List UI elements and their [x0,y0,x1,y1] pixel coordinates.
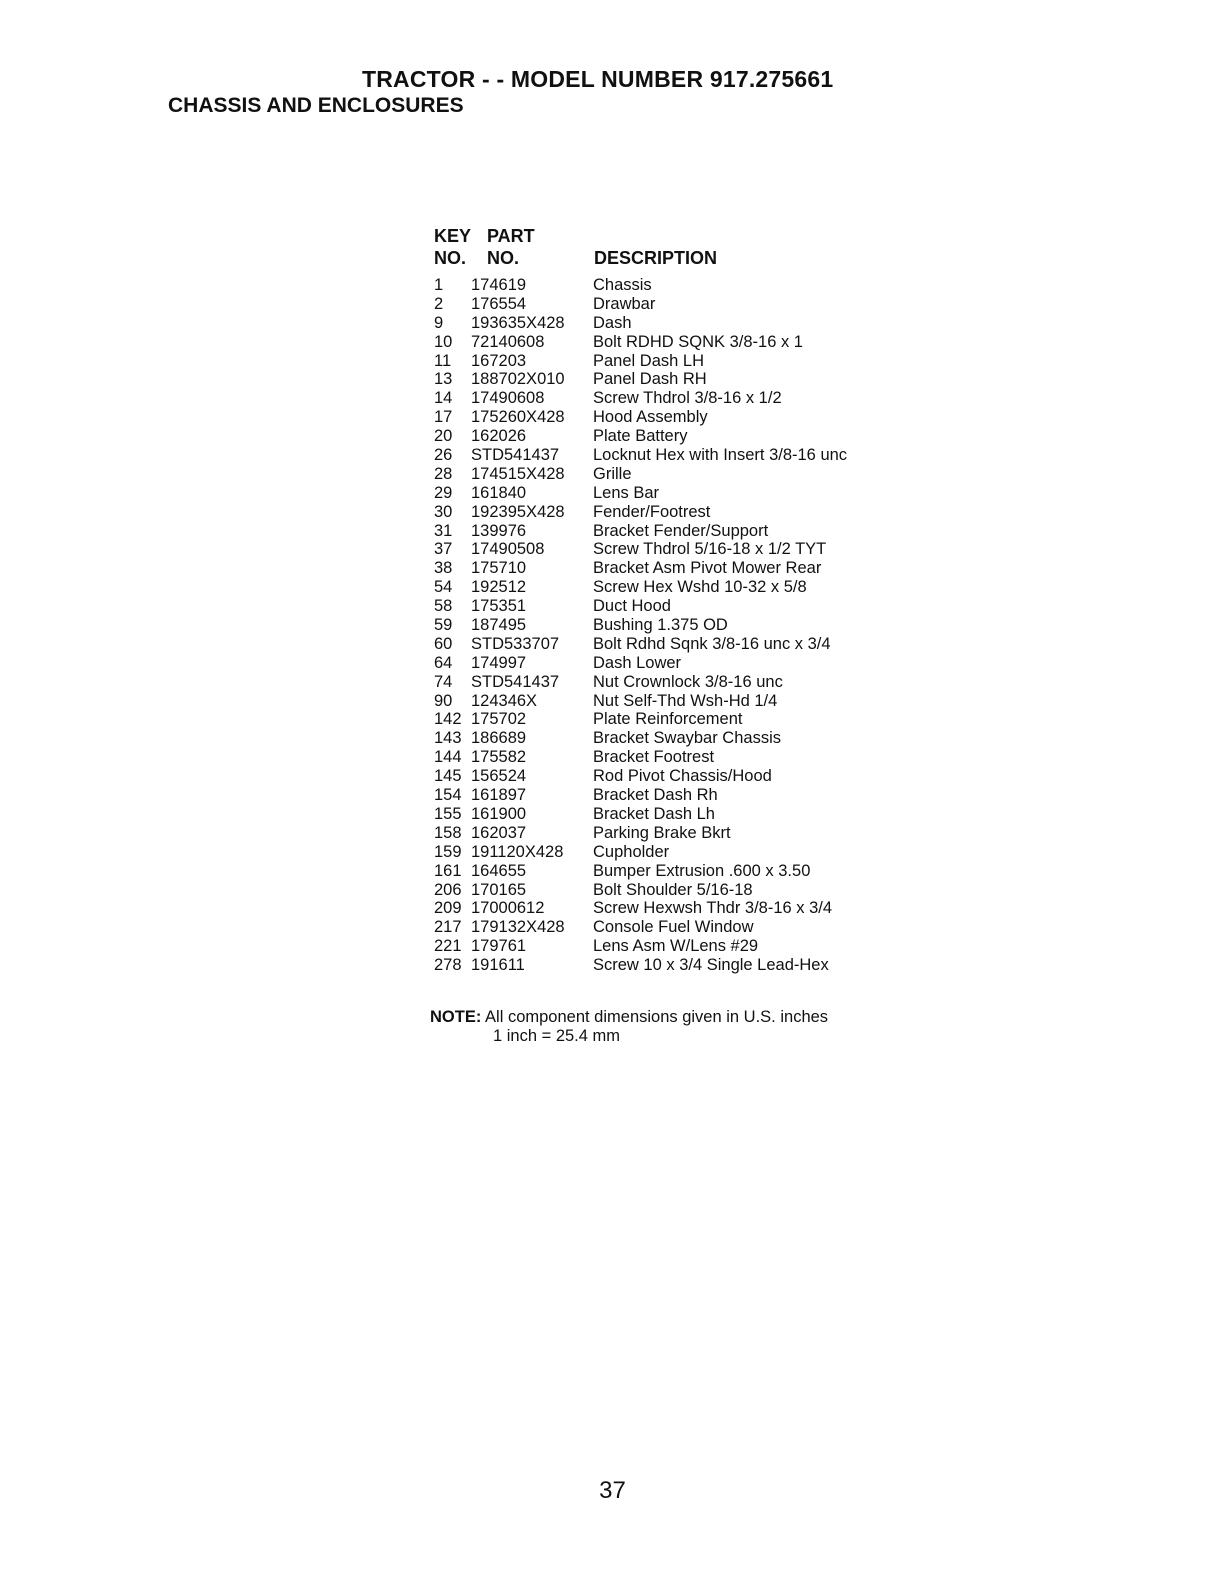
parts-list [434,226,934,975]
table-row [434,559,934,578]
description-cell: Cupholder [593,842,670,861]
description-header: DESCRIPTION [594,248,718,268]
table-row [434,522,934,541]
description-cell: Dash Lower [593,653,682,672]
part-no-cell: STD533707 [471,634,560,653]
part-no-cell: 17000612 [471,899,545,918]
part-no-cell: 174997 [471,653,527,672]
key-no-cell: 2 [434,294,444,313]
part-no-cell: 174515X428 [471,464,565,483]
table-row [434,484,934,503]
key-no-cell: 64 [434,653,453,672]
key-no-cell: 38 [434,559,453,578]
description-cell: Bracket Swaybar Chassis [593,729,781,748]
part-no-cell: 175710 [471,559,527,578]
key-no-cell: 20 [434,427,453,446]
table-row [434,427,934,446]
key-no-cell: 30 [434,502,453,521]
description-cell: Bushing 1.375 OD [593,616,728,635]
part-no-cell: 156524 [471,767,527,786]
key-no-cell: 74 [434,672,453,691]
parts-list-rows [434,276,934,975]
part-no-cell: 162026 [471,427,527,446]
table-row [434,333,934,352]
part-no-cell: 124346X [471,691,538,710]
description-cell: Bumper Extrusion .600 x 3.50 [593,861,811,880]
part-no-cell: 179132X428 [471,918,565,937]
part-no-cell: 161840 [471,483,527,502]
part-no-cell: 191611 [471,956,525,975]
key-no-cell: 26 [434,446,453,465]
description-cell: Screw Hex Wshd 10-32 x 5/8 [593,578,807,597]
table-row [434,578,934,597]
part-no-cell: 187495 [471,616,527,635]
key-no-cell: 158 [434,823,462,842]
description-cell: Bolt Shoulder 5/16-18 [593,880,753,899]
table-row [434,692,934,711]
key-no-cell: 278 [434,956,462,975]
table-row [434,729,934,748]
key-no-cell: 37 [434,540,453,559]
key-no-cell: 161 [434,861,462,880]
table-row [434,748,934,767]
key-no-cell: 58 [434,597,453,616]
description-cell: Parking Brake Bkrt [593,823,731,842]
note-label: NOTE: [430,1008,482,1026]
table-row [434,843,934,862]
key-header-line2: NO. [434,248,467,268]
description-cell: Screw Hexwsh Thdr 3/8-16 x 3/4 [593,899,833,918]
part-no-cell: 192512 [471,578,527,597]
key-no-cell: 143 [434,729,462,748]
description-cell: Bolt RDHD SQNK 3/8-16 x 1 [593,332,803,351]
description-cell: Nut Crownlock 3/8-16 unc [593,672,783,691]
key-no-cell: 29 [434,483,453,502]
part-no-cell: 170165 [471,880,527,899]
section-title: CHASSIS AND ENCLOSURES [168,94,464,117]
key-no-cell: 1 [434,276,444,294]
description-cell: Bracket Asm Pivot Mower Rear [593,559,822,578]
description-cell: Plate Reinforcement [593,710,743,729]
description-cell: Grille [593,464,632,483]
description-cell: Hood Assembly [593,408,708,427]
parts-list-header [434,226,934,276]
table-row [434,370,934,389]
key-no-cell: 217 [434,918,462,937]
part-no-cell: 174619 [471,276,527,294]
key-no-cell: 11 [434,351,452,370]
part-no-cell: 188702X010 [471,370,565,389]
part-no-cell: 175582 [471,748,527,767]
key-no-cell: 159 [434,842,462,861]
table-row [434,276,934,295]
table-row [434,597,934,616]
key-no-cell: 9 [434,313,444,332]
part-no-cell: STD541437 [471,446,560,465]
part-no-cell: 161900 [471,804,527,823]
key-no-cell: 10 [434,332,453,351]
table-row [434,314,934,333]
page-number: 37 [599,1477,626,1504]
table-row [434,465,934,484]
key-no-cell: 17 [434,408,453,427]
page-title: TRACTOR - - MODEL NUMBER 917.275661 [362,66,834,92]
description-cell: Screw Thdrol 5/16-18 x 1/2 TYT [593,540,827,559]
part-no-cell: 186689 [471,729,527,748]
part-no-cell: 176554 [471,294,527,313]
description-cell: Fender/Footrest [593,502,711,521]
part-no-cell: 175702 [471,710,527,729]
part-no-cell: 17490608 [471,389,545,408]
table-row [434,408,934,427]
description-cell: Panel Dash RH [593,370,707,389]
table-row [434,805,934,824]
note-line2: 1 inch = 25.4 mm [493,1027,621,1045]
part-no-cell: 167203 [471,351,527,370]
description-cell: Locknut Hex with Insert 3/8-16 unc [593,446,848,465]
table-row [434,937,934,956]
description-cell: Bracket Footrest [593,748,715,767]
key-header-line1: KEY [434,226,472,246]
part-no-cell: 164655 [471,861,527,880]
description-cell: Bolt Rdhd Sqnk 3/8-16 unc x 3/4 [593,634,831,653]
table-row [434,956,934,975]
dimension-note [430,1008,828,1046]
note-line1: All component dimensions given in U.S. inches [485,1008,829,1026]
part-no-cell: 179761 [471,937,527,956]
table-row [434,540,934,559]
table-row [434,673,934,692]
key-no-cell: 142 [434,710,462,729]
part-no-cell: 17490508 [471,540,545,559]
part-no-cell: 175351 [471,597,527,616]
table-row [434,918,934,937]
description-cell: Drawbar [593,294,656,313]
key-no-cell: 209 [434,899,462,918]
description-cell: Plate Battery [593,427,688,446]
table-row [434,389,934,408]
table-row [434,899,934,918]
part-no-cell: 175260X428 [471,408,565,427]
description-cell: Nut Self-Thd Wsh-Hd 1/4 [593,691,778,710]
description-cell: Lens Bar [593,483,660,502]
key-no-cell: 206 [434,880,462,899]
key-no-cell: 14 [434,389,453,408]
part-no-cell: 161897 [471,786,527,805]
table-row [434,710,934,729]
description-cell: Screw 10 x 3/4 Single Lead-Hex [593,956,829,975]
key-no-cell: 59 [434,616,453,635]
key-no-cell: 221 [434,937,462,956]
part-no-cell: 193635X428 [471,313,565,332]
table-row [434,767,934,786]
table-row [434,616,934,635]
part-header-line2: NO. [487,248,520,268]
description-cell: Panel Dash LH [593,351,704,370]
description-cell: Console Fuel Window [593,918,754,937]
key-no-cell: 155 [434,804,462,823]
key-no-cell: 90 [434,691,453,710]
table-row [434,881,934,900]
key-no-cell: 54 [434,578,453,597]
key-no-cell: 13 [434,370,453,389]
key-no-cell: 28 [434,464,453,483]
part-no-cell: 192395X428 [471,502,565,521]
part-no-cell: 139976 [471,521,527,540]
description-cell: Bracket Dash Rh [593,786,718,805]
key-no-cell: 154 [434,786,462,805]
key-no-cell: 145 [434,767,462,786]
description-cell: Chassis [593,276,652,294]
part-no-cell: STD541437 [471,672,560,691]
part-no-cell: 72140608 [471,332,545,351]
table-row [434,786,934,805]
key-no-cell: 144 [434,748,462,767]
description-cell: Screw Thdrol 3/8-16 x 1/2 [593,389,782,408]
key-no-cell: 60 [434,634,453,653]
table-row [434,635,934,654]
table-row [434,446,934,465]
table-row [434,862,934,881]
description-cell: Dash [593,313,632,332]
part-no-cell: 191120X428 [471,842,564,861]
part-header-line1: PART [487,226,535,246]
key-no-cell: 31 [434,521,453,540]
table-row [434,503,934,522]
table-row [434,654,934,673]
description-cell: Bracket Dash Lh [593,804,715,823]
table-row [434,295,934,314]
description-cell: Rod Pivot Chassis/Hood [593,767,772,786]
table-row [434,824,934,843]
description-cell: Bracket Fender/Support [593,521,769,540]
description-cell: Duct Hood [593,597,671,616]
description-cell: Lens Asm W/Lens #29 [593,937,759,956]
table-row [434,352,934,371]
part-no-cell: 162037 [471,823,527,842]
